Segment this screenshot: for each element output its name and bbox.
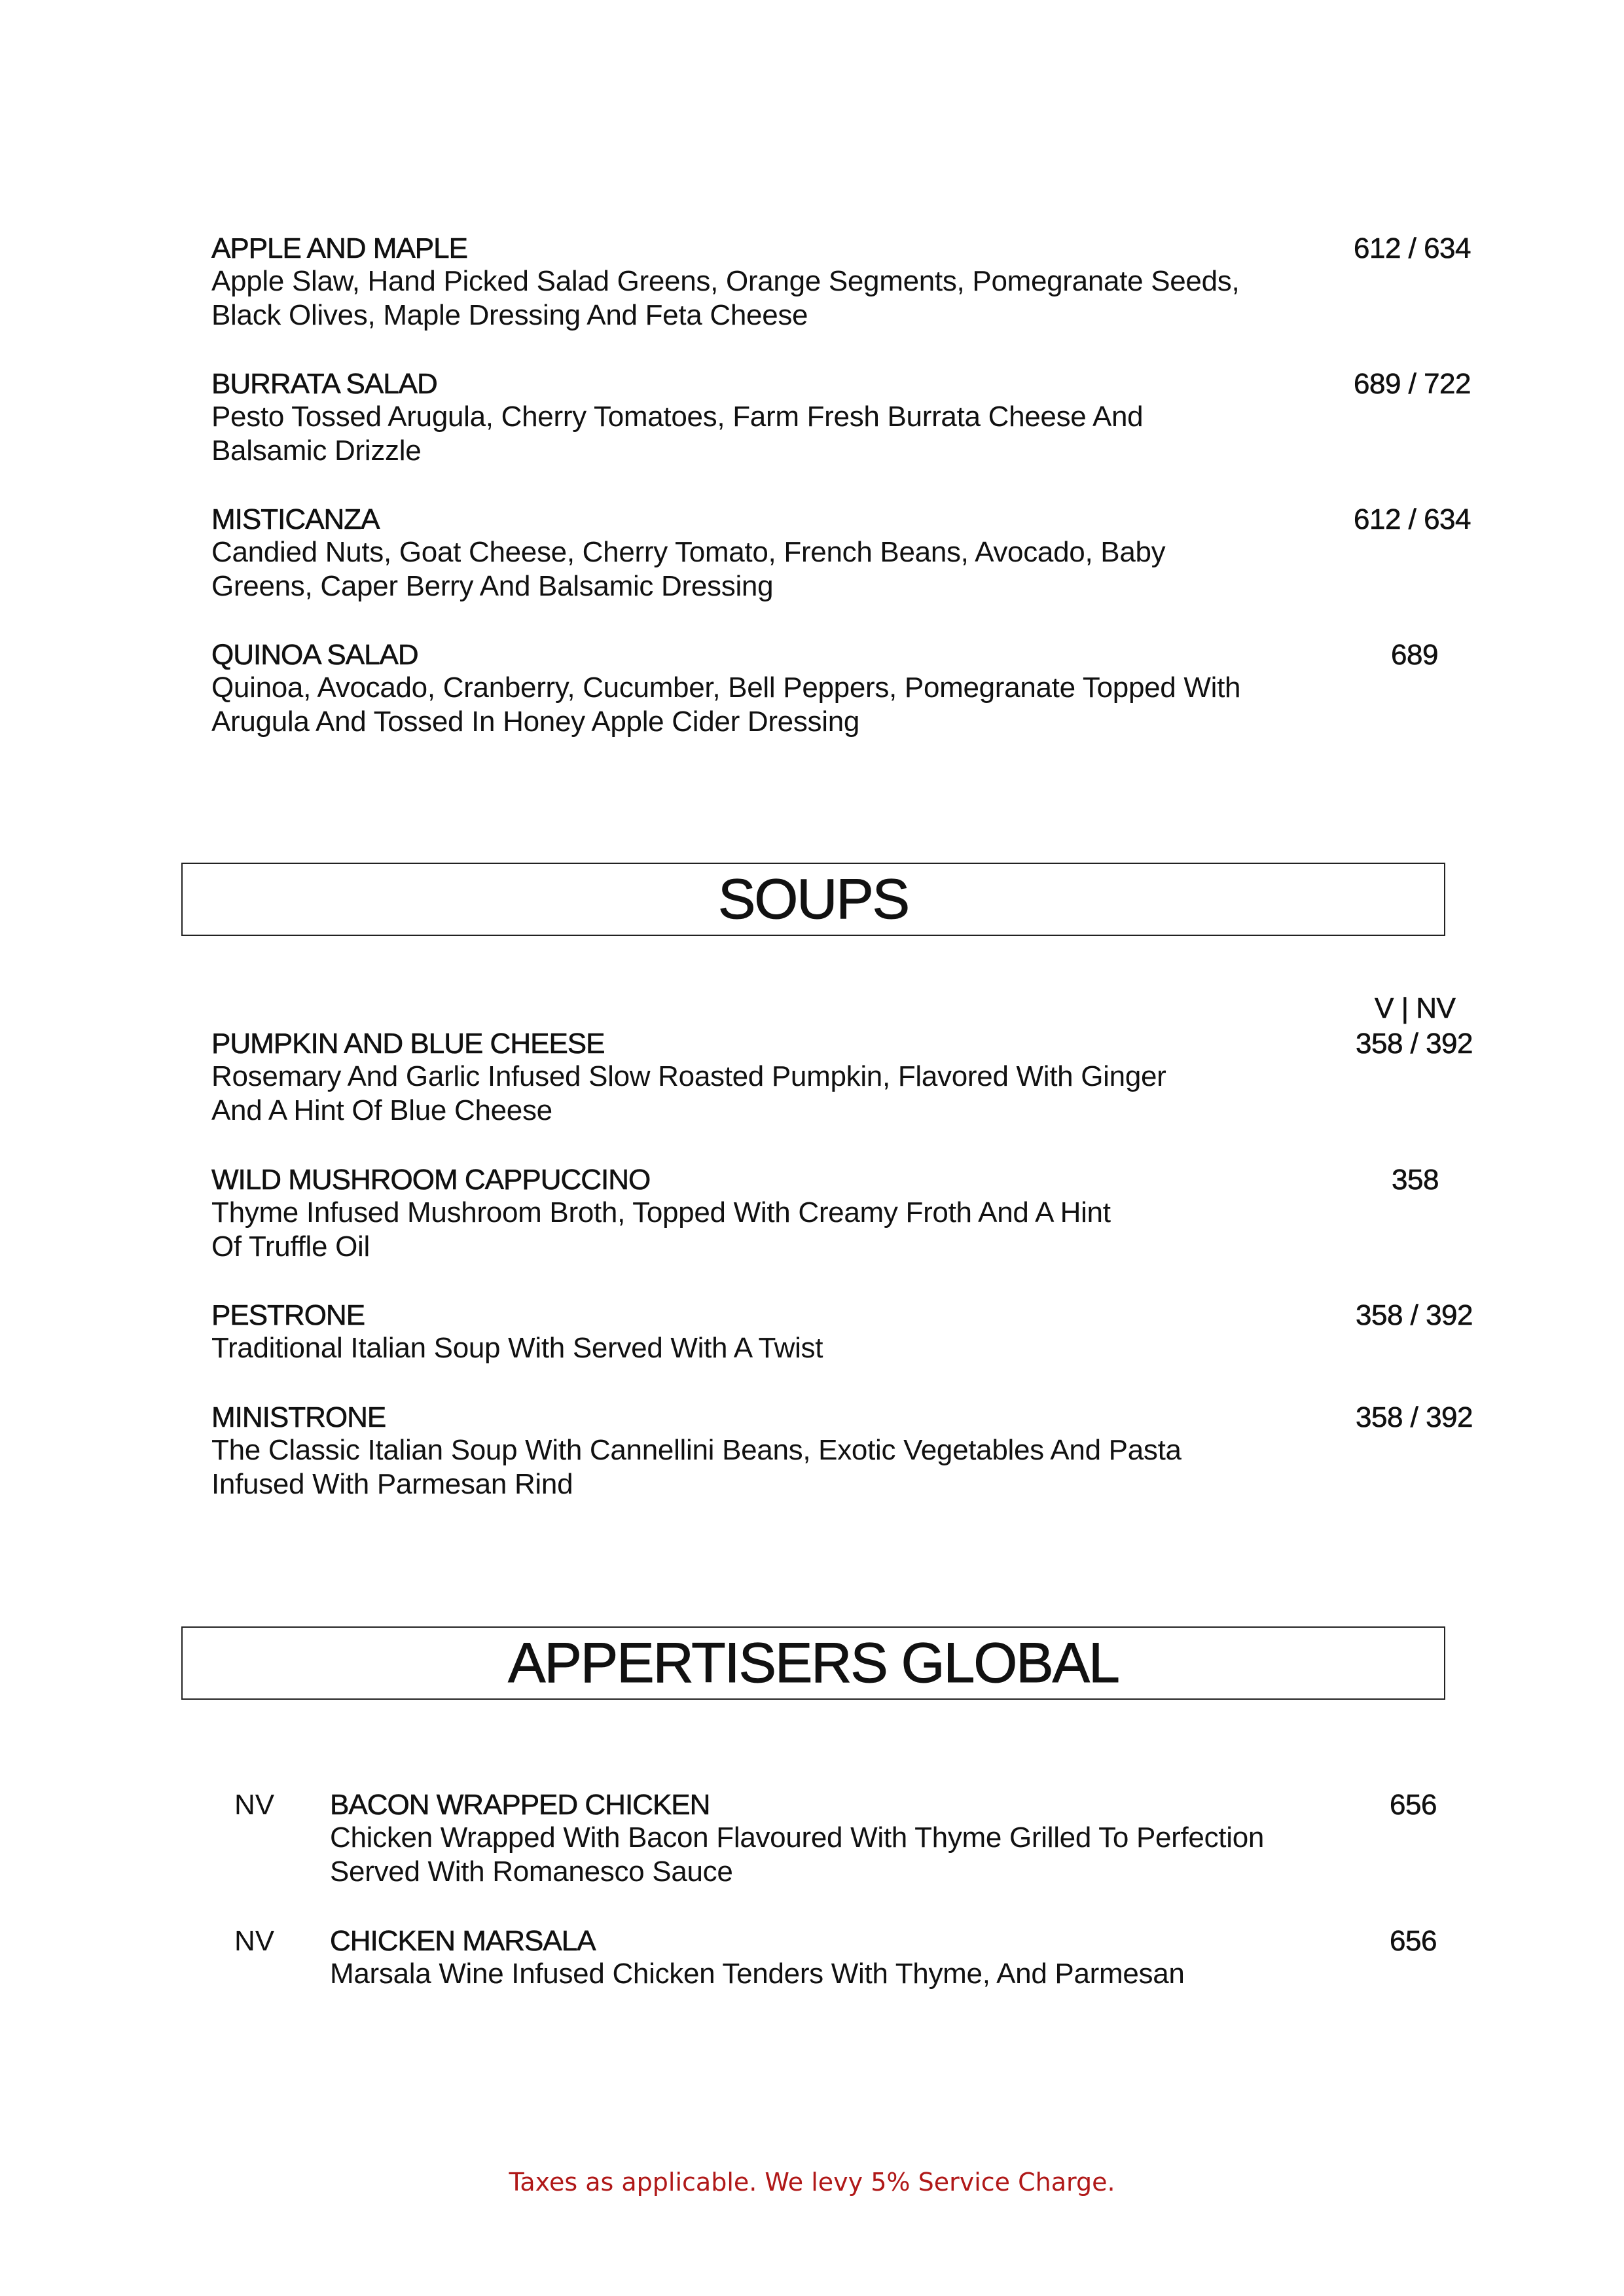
diet-tag: NV [234,1789,275,1821]
item-name: QUINOA SALAD [211,639,418,671]
item-price: 358 [1392,1164,1439,1196]
description-line: Quinoa, Avocado, Cranberry, Cucumber, Bell Peppers, Pomegranate Topped With [211,672,1241,704]
description-line: Chicken Wrapped With Bacon Flavoured With Thyme Grilled To Perfection [330,1821,1265,1854]
item-price: 358 / 392 [1356,1028,1473,1060]
description-line: Traditional Italian Soup With Served With A Twist [211,1332,823,1364]
item-price: 689 / 722 [1354,368,1471,400]
item-name: APPLE AND MAPLE [211,232,467,264]
item-name: PESTRONE [211,1299,365,1331]
item-description [211,1060,1166,1128]
item-price: 689 [1391,639,1438,671]
tax-note: Taxes as applicable. We levy 5% Service Charge. [509,2168,1115,2197]
item-description [211,671,1240,739]
item-name: MINISTRONE [211,1401,386,1433]
item-price: 358 / 392 [1356,1401,1473,1433]
item-name: PUMPKIN AND BLUE CHEESE [211,1028,605,1060]
item-description [211,1433,1182,1501]
description-line: Greens, Caper Berry And Balsamic Dressing [211,570,774,602]
item-price: 612 / 634 [1354,232,1471,264]
description-line: Served With Romanesco Sauce [330,1856,733,1888]
description-line: And A Hint Of Blue Cheese [211,1094,552,1126]
description-line: Marsala Wine Infused Chicken Tenders With Thyme, And Parmesan [330,1958,1185,1990]
description-line: Infused With Parmesan Rind [211,1468,573,1500]
item-price: 612 / 634 [1354,503,1471,535]
item-description [330,1821,1264,1889]
item-description [211,1196,1111,1264]
item-price: 358 / 392 [1356,1299,1473,1331]
item-name: MISTICANZA [211,503,380,535]
item-name: BACON WRAPPED CHICKEN [330,1789,710,1821]
description-line: Black Olives, Maple Dressing And Feta Cheese [211,299,808,331]
item-price: 656 [1390,1925,1437,1957]
item-description [211,400,1143,468]
item-description [211,264,1239,332]
description-line: The Classic Italian Soup With Cannellini Beans, Exotic Vegetables And Pasta [211,1434,1182,1466]
description-line: Of Truffle Oil [211,1230,370,1263]
description-line: Balsamic Drizzle [211,435,422,467]
description-line: Rosemary And Garlic Infused Slow Roasted Pumpkin, Flavored With Ginger [211,1060,1166,1092]
item-name: CHICKEN MARSALA [330,1925,596,1957]
column-header: V | NV [1375,992,1456,1024]
item-price: 656 [1390,1789,1437,1821]
item-description [211,1331,823,1365]
item-name: BURRATA SALAD [211,368,437,400]
section-title: APPERTISERS GLOBAL [508,1631,1119,1695]
description-line: Thyme Infused Mushroom Broth, Topped With Creamy Froth And A Hint [211,1196,1111,1229]
diet-tag: NV [234,1925,275,1957]
item-description [211,535,1165,603]
section-header-soups [181,863,1445,936]
description-line: Arugula And Tossed In Honey Apple Cider Dressing [211,706,860,738]
section-title: SOUPS [717,867,909,931]
description-line: Candied Nuts, Goat Cheese, Cherry Tomato, French Beans, Avocado, Baby [211,536,1166,568]
description-line: Pesto Tossed Arugula, Cherry Tomatoes, Farm Fresh Burrata Cheese And [211,401,1144,433]
description-line: Apple Slaw, Hand Picked Salad Greens, Orange Segments, Pomegranate Seeds, [211,265,1240,297]
section-header-appetisers [181,1626,1445,1700]
item-description [330,1957,1185,1991]
item-name: WILD MUSHROOM CAPPUCCINO [211,1164,651,1196]
